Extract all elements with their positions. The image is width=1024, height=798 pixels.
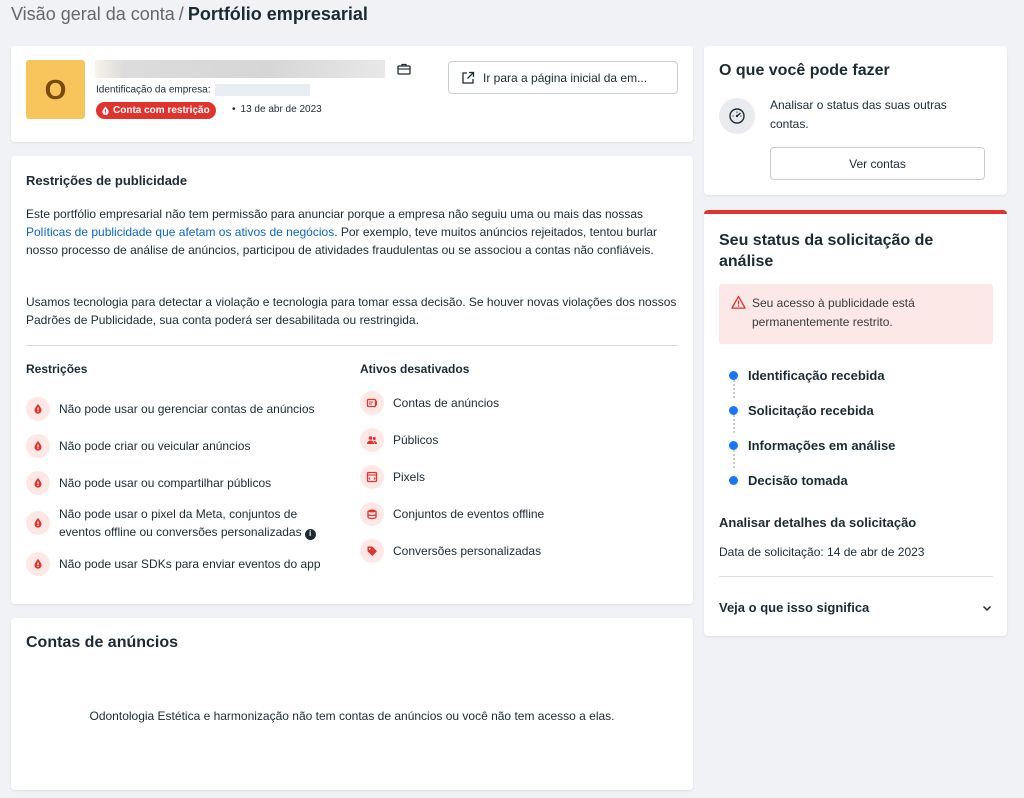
step-dot	[729, 371, 738, 380]
step-dot	[729, 476, 738, 485]
audiences-icon	[360, 428, 384, 452]
custom-conversions-icon	[360, 539, 384, 563]
view-accounts-button[interactable]: Ver contas	[770, 147, 985, 180]
technology-notice: Usamos tecnologia para detectar a violação e tecnologia para tomar essa decisão. Se houver novas violações dos nossos Padrões de Publicidade, sua conta poderá ser desabilitada ou restringida.	[26, 295, 677, 327]
restriction-date	[232, 104, 322, 115]
restriction-text: Não pode usar ou gerenciar contas de anúncios	[59, 402, 315, 416]
what-you-can-do-title: O que você pode fazer	[719, 62, 890, 79]
request-details-title: Analisar detalhes da solicitação	[719, 515, 917, 530]
request-date: Data de solicitação: 14 de abr de 2023	[719, 545, 925, 559]
restrictions-title: Restrições de publicidade	[26, 173, 188, 188]
review-status-card	[704, 210, 1007, 636]
goto-business-home-button[interactable]	[448, 61, 678, 94]
status-step	[729, 403, 874, 418]
business-header-card	[11, 46, 693, 142]
restriction-date-value: 13 de abr de 2023	[240, 104, 322, 115]
restriction-item	[26, 552, 341, 576]
restricted-badge	[96, 102, 216, 119]
ad-account-icon	[360, 391, 384, 415]
ad-accounts-card	[11, 618, 693, 790]
restrictions-description-pre: Este portfólio empresarial não tem permissão para anunciar porque a empresa não seguiu uma ou mais das nossas	[26, 207, 644, 221]
disabled-asset-item	[360, 539, 541, 563]
page-title: Portfólio empresarial	[187, 4, 368, 24]
disabled-asset-item	[360, 465, 425, 489]
info-icon[interactable]: i	[305, 529, 316, 540]
business-name-redacted	[95, 60, 385, 78]
warning-icon	[731, 295, 746, 310]
asset-label: Conjuntos de eventos offline	[393, 507, 545, 521]
breadcrumb-separator: /	[178, 4, 184, 24]
step-dot	[729, 441, 738, 450]
restriction-text-with-info	[59, 505, 341, 541]
chevron-down-icon	[981, 602, 993, 614]
restriction-text: Não pode usar SDKs para enviar eventos do app	[59, 557, 321, 571]
business-id-redacted	[215, 84, 310, 96]
breadcrumb-root[interactable]: Visão geral da conta	[11, 4, 175, 24]
restricted-icon	[26, 434, 50, 458]
alert-drop-icon	[101, 106, 110, 115]
restriction-alert-text: Seu acesso à publicidade está permanentemente restrito.	[752, 296, 915, 329]
disabled-asset-item	[360, 428, 438, 452]
step-label: Informações em análise	[748, 438, 896, 453]
divider	[26, 345, 678, 346]
restricted-badge-label: Conta com restrição	[113, 105, 210, 116]
restriction-item	[26, 505, 341, 541]
disabled-asset-item	[360, 502, 544, 526]
restriction-text: Não pode usar ou compartilhar públicos	[59, 476, 272, 490]
disabled-assets-column-title: Ativos desativados	[360, 362, 470, 376]
restrictions-column-title: Restrições	[26, 362, 88, 376]
step-label: Solicitação recebida	[748, 403, 874, 418]
asset-label: Pixels	[393, 470, 426, 484]
review-status-title: Seu status da solicitação de análise	[719, 232, 934, 270]
date-separator-dot: •	[232, 104, 236, 115]
divider	[719, 576, 993, 577]
asset-label: Contas de anúncios	[393, 396, 500, 410]
business-id	[96, 84, 310, 96]
status-step	[729, 438, 895, 453]
restriction-item	[26, 397, 341, 421]
step-label: Identificação recebida	[748, 368, 885, 383]
restriction-item	[26, 434, 341, 458]
briefcase-icon	[397, 62, 411, 76]
ad-accounts-title: Contas de anúncios	[26, 634, 179, 651]
step-dot	[729, 406, 738, 415]
what-this-means-expander[interactable]	[719, 600, 993, 615]
restriction-text: Não pode usar o pixel da Meta, conjuntos de eventos offline ou conversões personalizadas	[59, 507, 302, 539]
restricted-icon	[26, 552, 50, 576]
breadcrumb	[11, 3, 368, 25]
asset-label: Conversões personalizadas	[393, 544, 542, 558]
restriction-alert	[719, 284, 993, 344]
restricted-icon	[26, 471, 50, 495]
step-label: Decisão tomada	[748, 473, 848, 488]
restricted-icon	[26, 397, 50, 421]
gauge-icon	[719, 98, 755, 134]
what-you-can-do-card	[704, 46, 1007, 195]
restriction-item	[26, 471, 341, 495]
restriction-text: Não pode criar ou veicular anúncios	[59, 439, 251, 453]
ad-policies-link[interactable]: Políticas de publicidade que afetam os ativos de negócios	[26, 225, 335, 239]
restricted-icon	[26, 511, 50, 535]
ad-restrictions-card	[11, 156, 693, 604]
pixel-icon	[360, 465, 384, 489]
restrictions-description	[26, 205, 681, 259]
business-avatar: O	[26, 60, 85, 119]
disabled-asset-item	[360, 391, 499, 415]
external-link-icon	[461, 71, 475, 85]
business-id-label: Identificação da empresa:	[96, 84, 211, 96]
what-this-means-label: Veja o que isso significa	[719, 600, 870, 615]
restrictions-description-post: . Por exemplo, teve muitos anúncios rejeitados, tentou burlar nosso processo de análise de anúncios, participou de atividades fraudulentas ou se associou a contas não confiáveis.	[26, 225, 658, 257]
what-you-can-do-text: Analisar o status das suas outras contas.	[770, 98, 947, 131]
offline-events-icon	[360, 502, 384, 526]
asset-label: Públicos	[393, 433, 439, 447]
goto-business-home-label: Ir para a página inicial da em...	[483, 70, 648, 85]
status-step	[729, 368, 885, 383]
ad-accounts-empty-message: Odontologia Estética e harmonização não tem contas de anúncios ou você não tem acesso a elas.	[89, 709, 615, 723]
status-step	[729, 473, 848, 488]
